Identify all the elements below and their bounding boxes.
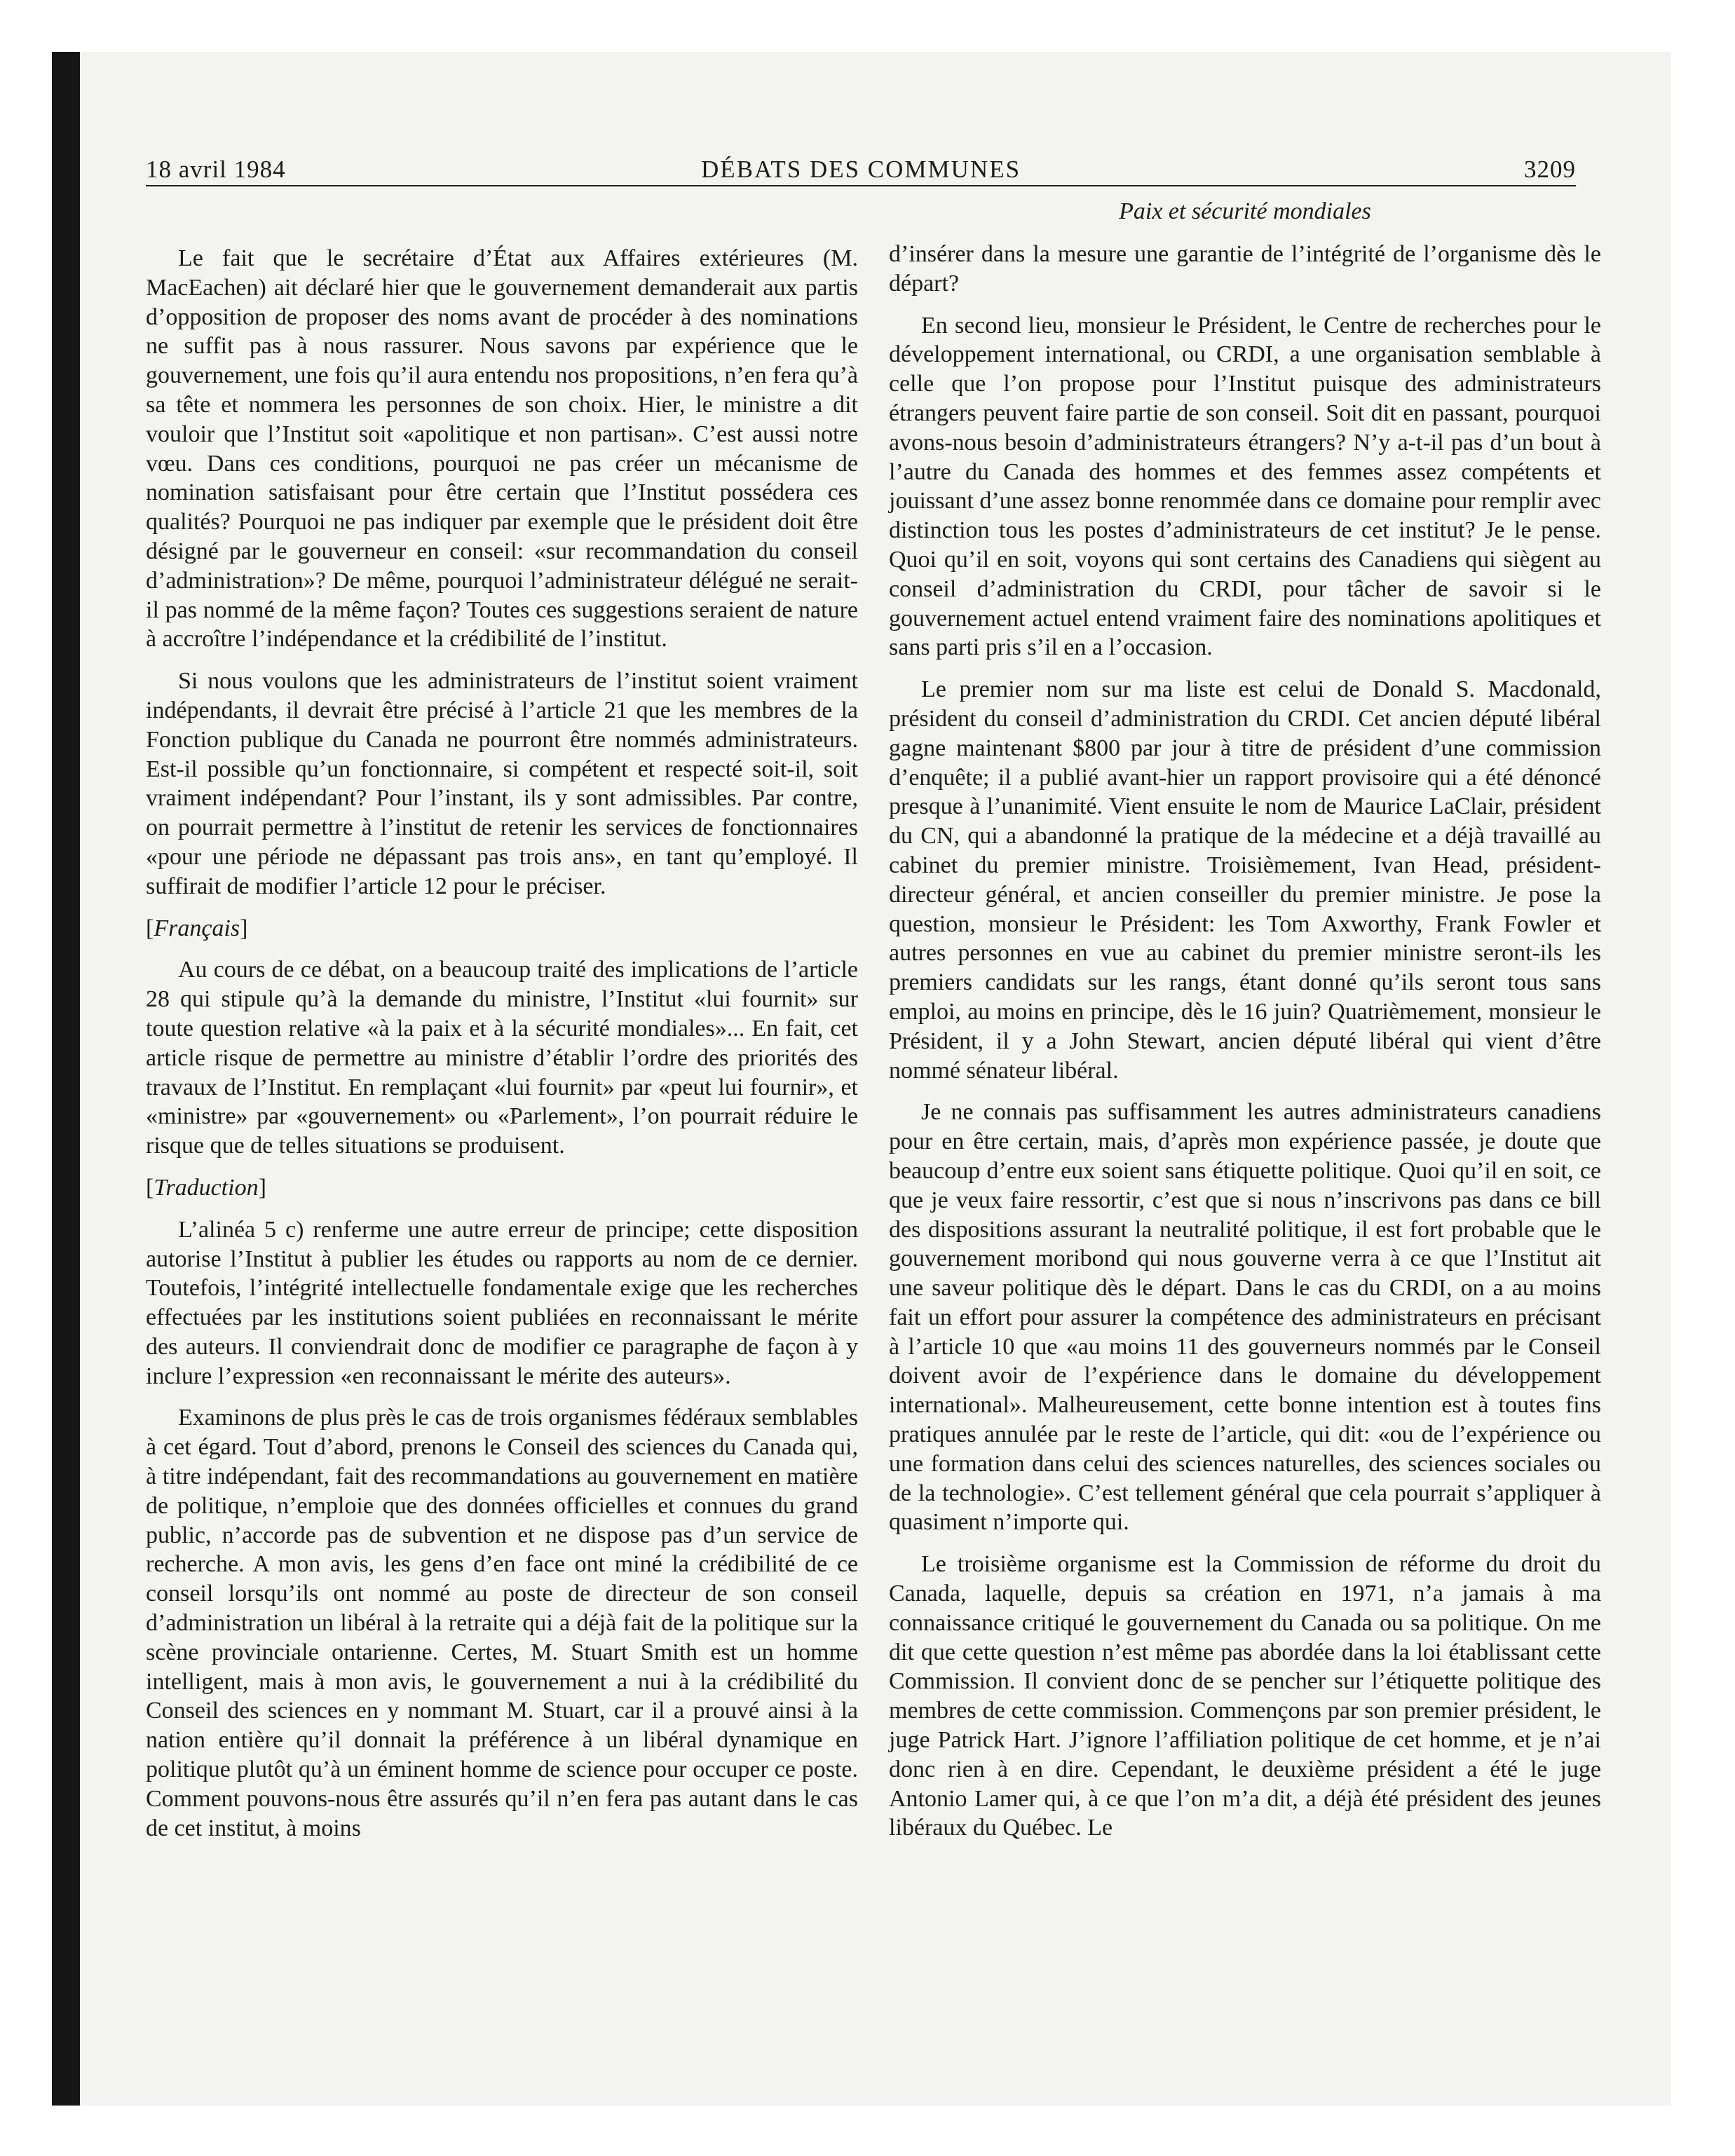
language-marker: [Traduction] [146,1174,266,1201]
paragraph: Le troisième organisme est la Commission de réforme du droit du Canada, laquelle, depuis sa création en 1971, n’a jamais à ma connaissance critiqué le gouvernement du Canada ou sa politique. On me dit que cette question n’est même pas abordée dans la loi établissant cette Commission. Il convient donc de se pencher sur l’étiquette politique des membres de cette commission. Commençons par son premier président, le juge Patrick Hart. J’ignore l’affiliation politique de cet homme, et je n’ai donc rien à en dire. Cependant, le deuxième président a été le juge Antonio Lamer qui, à ce que l’on m’a dit, a déjà été président des jeunes libéraux du Québec. Le [889,1551,1601,1841]
language-marker-text: Traduction [154,1174,259,1201]
right-column [889,196,1601,1843]
paragraph: Le fait que le secrétaire d’État aux Affaires extérieures (M. MacEachen) ait déclaré hier que le gouvernement demanderait aux partis d’opposition de proposer des noms avant de procéder à des nominations ne suffit pas à nous rassurer. Nous savons par expérience que le gouvernement, une fois qu’il aura entendu nos propositions, n’en fera qu’à sa tête et nommera les personnes de son choix. Hier, le ministre a dit vouloir que l’Institut soit «apolitique et non partisan». C’est aussi notre vœu. Dans ces conditions, pourquoi ne pas créer un mécanisme de nomination satisfaisant pour être certain que l’Institut possédera ces qualités? Pourquoi ne pas indiquer par exemple que le président doit être désigné par le gouverneur en conseil: «sur recommandation du conseil d’administration»? De même, pourquoi l’administrateur délégué ne serait-il pas nommé de la même façon? Toutes ces suggestions seraient de nature à accroître l’indépendance et la crédibilité de l’institut. [146,245,858,653]
paragraph: Au cours de ce débat, on a beaucoup traité des implications de l’article 28 qui stipule qu’à la demande du ministre, l’Institut «lui fournit» sur toute question relative «à la paix et à la sécurité mondiales»... En fait, cet article risque de permettre au ministre d’établir l’ordre des priorités des travaux de l’Institut. En remplaçant «lui fournit» par «peut lui fournir», et «ministre» par «gouvernement» ou «Parlement», l’on pourrait réduire le risque que de telles situations se produisent. [146,957,858,1159]
paragraph: Si nous voulons que les administrateurs de l’institut soient vraiment indépendants, il devrait être précisé à l’article 21 que les membres de la Fonction publique du Canada ne pourront être nommés administrateurs. Est-il possible qu’un fonctionnaire, si compétent et respecté soit-il, soit vraiment indépendant? Pour l’instant, ils y sont admissibles. Par contre, on pourrait permettre à l’institut de retenir les services de fonctionnaires «pour une période ne dépassant pas trois ans», en tant qu’employé. Il suffirait de modifier l’article 12 pour le préciser. [146,668,858,899]
left-column [146,244,858,1843]
header-date: 18 avril 1984 [146,156,286,183]
language-marker-text: Français [154,915,240,941]
paragraph: Examinons de plus près le cas de trois organismes fédéraux semblables à cet égard. Tout d’abord, prenons le Conseil des sciences du Canada qui, à titre indépendant, fait des recommandations au gouvernement en matière de politique, n’emploie que des données officielles et connues du grand public, n’accorde pas de subvention et ne dispose pas d’un service de recherche. A mon avis, les gens d’en face ont miné la crédibilité de ce conseil lorsqu’ils ont nommé au poste de directeur de son conseil d’administration un libéral à la retraite qui a déjà fait de la politique sur la scène provinciale ontarienne. Certes, M. Stuart Smith est un homme intelligent, mais à mon avis, le gouvernement a nui à la crédibilité du Conseil des sciences en y nommant M. Stuart, car il a prouvé ainsi à la nation entière qu’il donnait la préférence à un libéral dynamique en politique plutôt qu’à un éminent homme de science pour occuper ce poste. Comment pouvons-nous être assurés qu’il n’en fera pas autant dans le cas de cet institut, à moins [146,1405,858,1841]
running-head: Paix et sécurité mondiales [1119,198,1371,224]
page-header [146,149,1576,188]
scan-border [52,52,80,2106]
header-title: DÉBATS DES COMMUNES [700,156,1021,183]
language-marker: [Français] [146,915,248,941]
paragraph: L’alinéa 5 c) renferme une autre erreur de principe; cette disposition autorise l’Institut à publier les études ou rapports au nom de ce dernier. Toutefois, l’intégrité intellectuelle fondamentale exige que les recherches effectuées par les institutions soient publiées en reconnaissant le mérite des auteurs. Il conviendrait donc de modifier ce paragraphe de façon à y inclure l’expression «en reconnaissant le mérite des auteurs». [146,1216,858,1389]
paragraph: Le premier nom sur ma liste est celui de Donald S. Macdonald, président du conseil d’administration du CRDI. Cet ancien député libéral gagne maintenant $800 par jour à titre de président d’une commission d’enquête; il a publié avant-hier un rapport provisoire qui a été dénoncé presque à l’unanimité. Vient ensuite le nom de Maurice LaClair, président du CN, qui a abandonné la pratique de la médecine et a déjà travaillé au cabinet du premier ministre. Troisièmement, Ivan Head, président-directeur général, et ancien conseiller du premier ministre. Je pose la question, monsieur le Président: les Tom Axworthy, Frank Fowler et autres personnes en vue au cabinet du premier ministre seront-ils les premiers candidats sur les rangs, étant donné qu’ils seront tous sans emploi, au moins en principe, dès le 16 juin? Quatrièmement, monsieur le Président, il y a John Stewart, ancien député libéral qui vient d’être nommé sénateur libéral. [889,676,1601,1084]
header-rule [146,185,1576,186]
page-number: 3209 [1524,156,1576,183]
paragraph: Je ne connais pas suffisamment les autres administrateurs canadiens pour en être certain, mais, d’après mon expérience passée, je doute que beaucoup d’entre eux soient sans étiquette politique. Quoi qu’il en soit, ce que je veux faire ressortir, c’est que si nous n’inscrivons pas dans ce bill des dispositions assurant la neutralité politique, il est fort probable que le gouvernement moribond qui nous gouverne verra à ce que l’Institut ait une saveur politique dès le départ. Dans le cas du CRDI, on a au moins fait un effort pour assurer la compétence des administrateurs en précisant à l’article 10 que «au moins 11 des gouverneurs nommés par le Conseil doivent avoir de l’expérience dans le domaine du développement international». Malheureusement, cette bonne intention est à toutes fins pratiques annulée par le reste de l’article, qui dit: «ou de l’expérience ou une formation dans celui des sciences naturelles, des sciences sociales ou de la technologie». C’est tellement général que cela pourrait s’appliquer à quasiment n’importe qui. [889,1099,1601,1536]
paragraph: En second lieu, monsieur le Président, le Centre de recherches pour le développement international, ou CRDI, a une organisation semblable à celle que l’on propose pour l’Institut puisque des administrateurs étrangers peuvent faire partie de son conseil. Soit dit en passant, pourquoi avons-nous besoin d’administrateurs étrangers? N’y a-t-il pas d’un bout à l’autre du Canada des hommes et des femmes assez compétents et jouissant d’une assez bonne renommée dans ce domaine pour remplir avec distinction tous les postes d’administrateurs de cet institut? Je le pense. Quoi qu’il en soit, voyons qui sont certains des Canadiens qui siègent au conseil d’administration du CRDI, pour tâcher de savoir si le gouvernement actuel entend vraiment faire des nominations apolitiques et sans parti pris s’il en a l’occasion. [889,312,1601,661]
paragraph: d’insérer dans la mesure une garantie de l’intégrité de l’organisme dès le départ? [889,241,1601,296]
